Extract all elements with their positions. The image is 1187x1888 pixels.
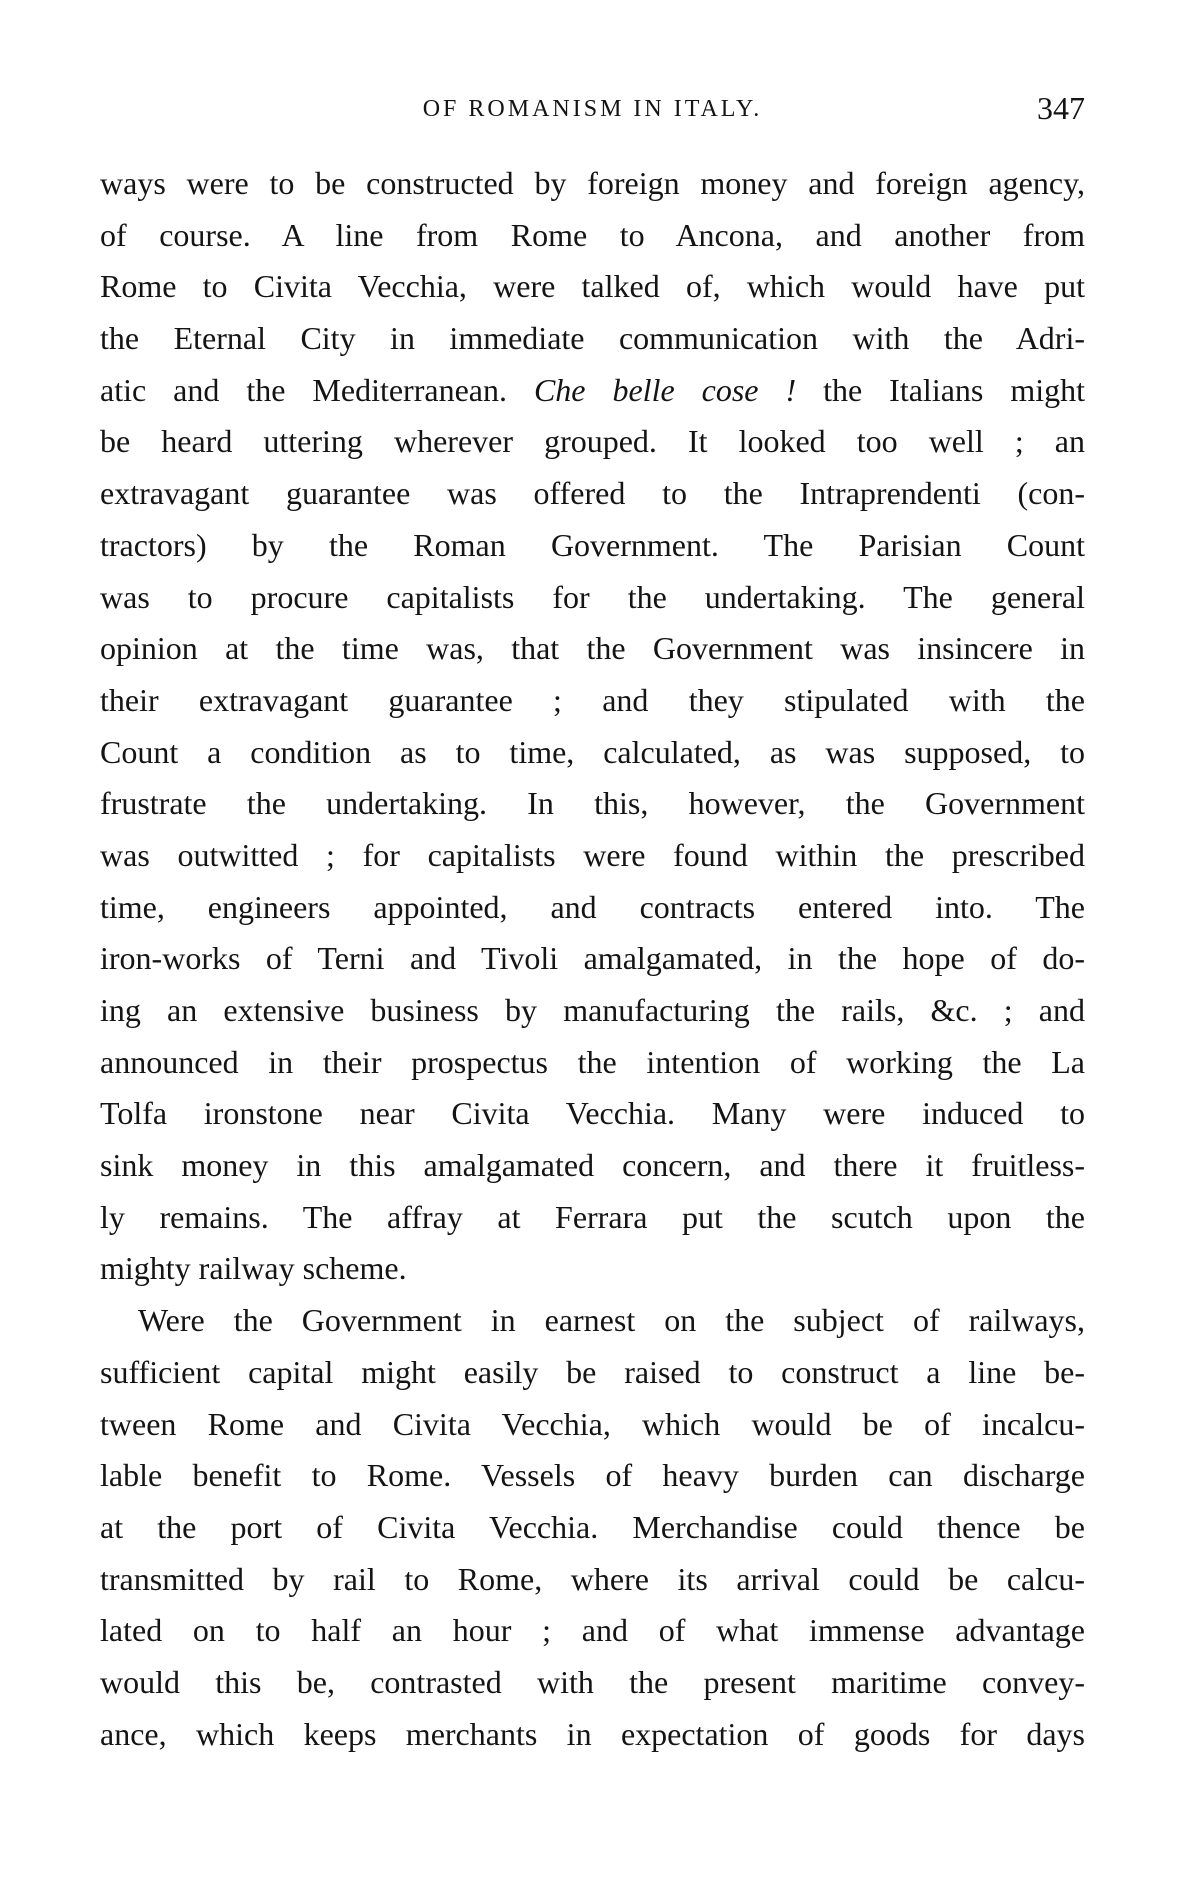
text-line: Tolfa ironstone near Civita Vecchia. Many were induced to <box>100 1095 1085 1132</box>
text-line: ing an extensive business by manufacturing the rails, &c. ; and <box>100 992 1085 1028</box>
text-line: ance, which keeps merchants in expectation of goods for days <box>100 1715 1085 1752</box>
text-line: opinion at the time was, that the Government was insincere in <box>100 630 1085 667</box>
text-line: mighty railway scheme. <box>100 1250 407 1287</box>
text-line: be heard uttering wherever grouped. It looked too well ; an <box>100 423 1085 460</box>
text-line: of course. A line from Rome to Ancona, and another from <box>100 216 1085 253</box>
text-line: Rome to Civita Vecchia, were talked of, which would have put <box>100 268 1085 305</box>
running-head <box>100 90 1085 130</box>
text-line: time, engineers appointed, and contracts entered into. The <box>100 888 1085 925</box>
text-line: sufficient capital might easily be raised to construct a line be- <box>100 1353 1085 1390</box>
italic-phrase: Che belle cose ! <box>533 371 797 408</box>
text-line: ways were to be constructed by foreign money and foreign agency, <box>100 165 1085 201</box>
text-line: transmitted by rail to Rome, where its arrival could be calcu- <box>100 1560 1085 1597</box>
text-line: was to procure capitalists for the undertaking. The general <box>100 578 1085 615</box>
text-line: the Eternal City in immediate communication with the Adri- <box>100 320 1085 357</box>
text-line: frustrate the undertaking. In this, however, the Government <box>100 785 1085 822</box>
text-line: Count a condition as to time, calculated, as was supposed, to <box>100 733 1085 770</box>
text-line <box>100 365 1085 417</box>
text-line: ly remains. The affray at Ferrara put the scutch upon the <box>100 1198 1085 1235</box>
text-line: extravagant guarantee was offered to the Intraprendenti (con- <box>100 475 1085 512</box>
text-line: their extravagant guarantee ; and they stipulated with the <box>100 681 1085 718</box>
text-line: was outwitted ; for capitalists were found within the prescribed <box>100 836 1085 873</box>
text-line: Were the Government in earnest on the subject of railways, <box>138 1302 1085 1339</box>
text-line: tractors) by the Roman Government. The Parisian Count <box>100 526 1085 563</box>
text-line: tween Rome and Civita Vecchia, which would be of incalcu- <box>100 1405 1085 1442</box>
text-line: would this be, contrasted with the present maritime convey- <box>100 1663 1085 1700</box>
body-text <box>100 158 1085 1760</box>
text-segment: the Italians might <box>796 371 1086 408</box>
text-line: iron-works of Terni and Tivoli amalgamated, in the hope of do- <box>100 940 1085 977</box>
text-segment: atic and the Mediterranean. <box>100 371 534 408</box>
text-line: lated on to half an hour ; and of what immense advantage <box>100 1612 1085 1649</box>
text-line: at the port of Civita Vecchia. Merchandise could thence be <box>100 1508 1085 1545</box>
running-title: OF ROMANISM IN ITALY. <box>422 96 763 122</box>
page-number: 347 <box>1037 90 1085 126</box>
text-line: lable benefit to Rome. Vessels of heavy burden can discharge <box>100 1457 1085 1494</box>
paragraph <box>100 158 1085 1295</box>
text-line: sink money in this amalgamated concern, and there it fruitless- <box>100 1147 1085 1184</box>
text-line: announced in their prospectus the intention of working the La <box>100 1043 1085 1080</box>
paragraph <box>100 1295 1085 1760</box>
